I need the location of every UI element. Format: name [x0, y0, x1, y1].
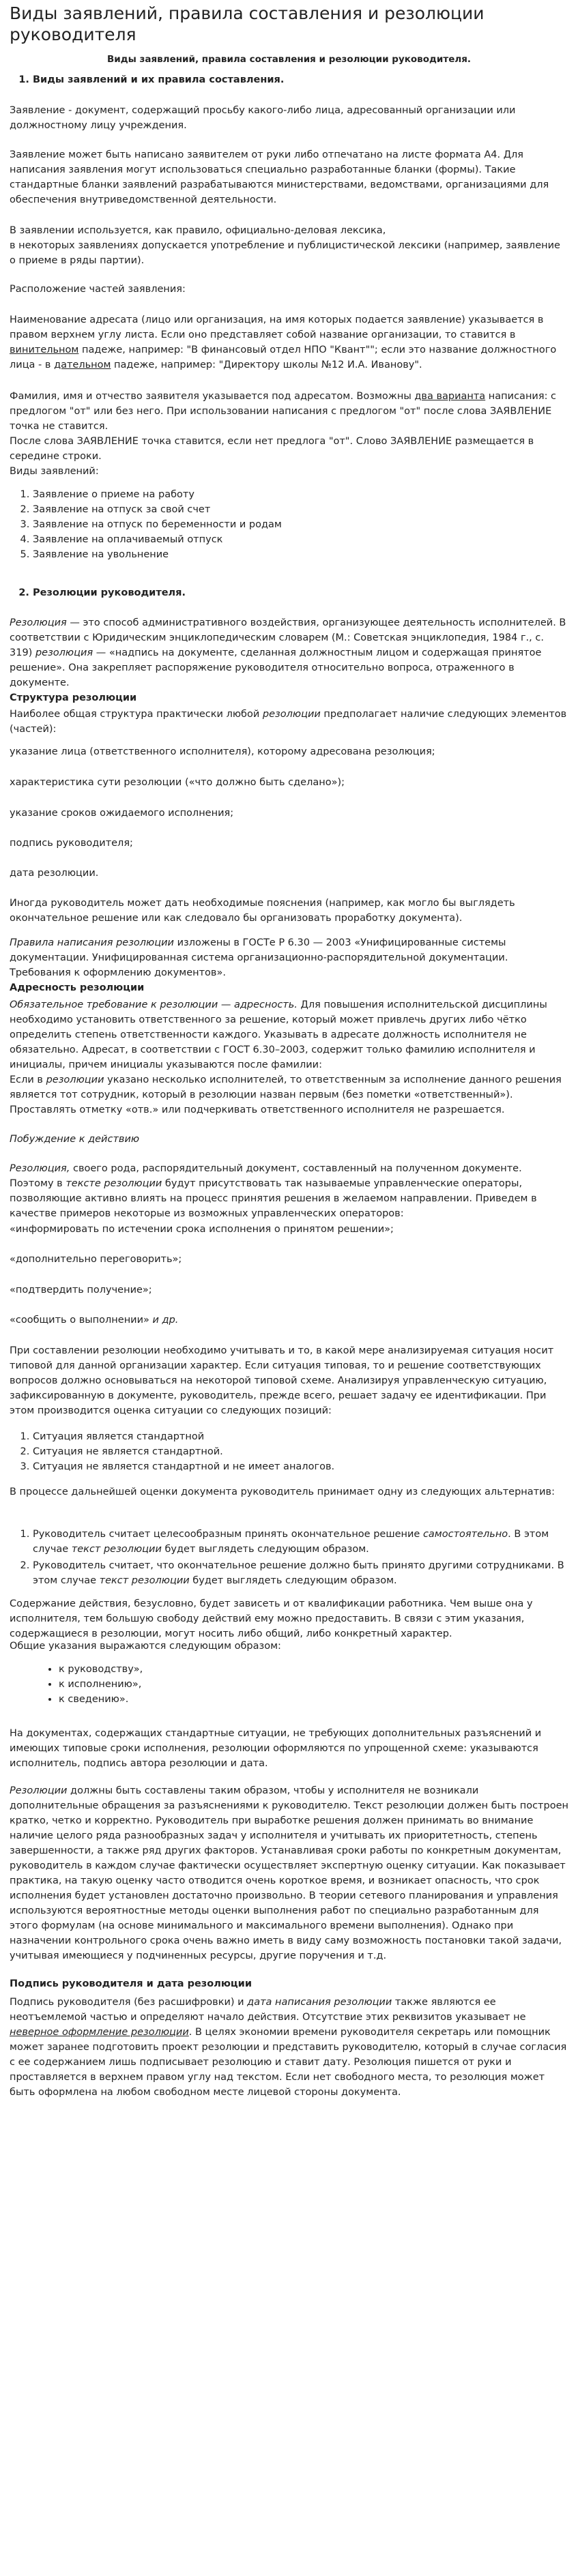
kinds-item: 1. Заявление о приеме на работу: [33, 487, 568, 502]
rules-block: [10, 935, 568, 980]
resolution-def-block: [10, 615, 568, 690]
structure-item-block: [10, 806, 568, 821]
structure-heading: Структура резолюции: [10, 692, 137, 703]
structure-intro-text-2: предполагает наличие следующих элементов (частей):: [10, 709, 567, 735]
accusative-link[interactable]: винительном: [10, 345, 79, 355]
situations-list: [10, 1429, 568, 1474]
resolutions-text: должны быть составлены таким образом, чтобы у исполнителя не возникали дополнительные обращения за разъяснениями к руководителю. Текст резолюции должен быть построен кратко, четко и корректно. Руководитель при выработке решения должен принимать во внимание наличие целого ряда разнообразных задач у исполнителя и учитывать их приоритетность, степень завершенности, а также ряд других факторов. Устанавливая сроки работы по конкретным документам, руководитель в каждом случае фактически осуществляет экспертную оценку ситуации. Как показывает практика, на такую оценку часто отводится очень короткое время, и возникает опасность, что срок исполнения будет установлен достаточно произвольно. В теории сетевого планирования и управления используются вероятностные методы оценки выполнения работ по специально разработанным для этого формулам (на основе минимального и максимального времени выполнения). Однако при назначении контрольного срока очень важно иметь в виду саму возможность постановки такой задачи, учитывая имеющиеся у подчиненных ресурсы, другие поручения и т.д.: [10, 1785, 568, 1961]
resolution-def-text-1: — это способ административного воздействия, организующее деятельность исполнителей. В соответствии с Юридическим энциклопедическим словарем (М.: Советская энциклопедия, 1984 г., с. 319): [10, 617, 566, 658]
resolution-term-2: резолюция: [35, 647, 93, 658]
style-paragraph-2: в некоторых заявлениях допускается употребление и публицистической лексики (например, заявление о приеме в ряды партии).: [10, 240, 560, 266]
structure-item: дата резолюции.: [10, 868, 99, 879]
alternative-1-text-3: будет выглядеть следующим образом.: [161, 1544, 369, 1555]
sign-paragraph: [10, 1995, 568, 2100]
compose-block: [10, 1343, 568, 1418]
action-heading-block: [10, 1132, 568, 1147]
subtitle: Виды заявлений, правила составления и резолюции руководителя.: [106, 54, 472, 65]
subtitle-block: [10, 54, 568, 65]
rules-text: изложены в ГОСТе Р 6.30 — 2003 «Унифицированные системы документации. Унифицированная система организационно-распорядительной документации. Требования к оформлению документов».: [10, 937, 508, 978]
section2-heading: 2. Резолюции руководителя.: [33, 585, 568, 600]
sign-block: [10, 1995, 568, 2100]
dative-link[interactable]: дательном: [54, 360, 111, 370]
structure-intro-text-1: Наиболее общая структура практически любой: [10, 709, 263, 720]
writing-paragraph: Заявление может быть написано заявителем от руки либо отпечатано на листе формата А4. Для написания заявления могут использоваться специально разработанные бланки (формы). Такие стандартные бланки заявлений разрабатываются министерствами, ведомствами, организациями для обеспечения внутриведомственной деятельности.: [10, 149, 549, 205]
structure-item: указание лица (ответственного исполнителя), которому адресована резолюция;: [10, 746, 435, 757]
structure-intro-term: резолюции: [262, 709, 321, 720]
applicant-block: [10, 389, 568, 464]
applicant-paragraph-2: После слова ЗАЯВЛЕНИЕ точка ставится, если нет предлога "от". Слово ЗАЯВЛЕНИЕ размещается в середине строки.: [10, 436, 534, 462]
alternatives-list: [10, 1527, 568, 1588]
general-item: • к руководству»,: [59, 1662, 568, 1677]
resolutions-term: Резолюции: [10, 1785, 68, 1796]
kinds-item: 3. Заявление на отпуск по беременности и родам: [33, 517, 568, 532]
kinds-list: [10, 487, 568, 562]
structure-heading-block: [10, 690, 568, 705]
definition-block: [10, 103, 568, 133]
resolution-def-text-2: — «надпись на документе, сделанная должностным лицом и содержащая принятое решение». Она закрепляет распоряжение руководителя относительно вопроса, отраженного в документе.: [10, 647, 542, 688]
location-block: [10, 282, 568, 297]
addressee-paragraph: [10, 312, 568, 372]
structure-item: характеристика сути резолюции («что должно быть сделано»);: [10, 777, 345, 788]
structure-item-block: [10, 866, 568, 881]
kinds-block: [10, 464, 568, 562]
multiple-executors-text-1: Если в: [10, 1074, 46, 1085]
sign-text-1: Подпись руководителя (без расшифровки) и: [10, 1997, 248, 2008]
structure-item: указание сроков ожидаемого исполнения;: [10, 808, 234, 819]
action-text-2: будут присутствовать так называемые управленческие операторы, позволяющие активно влиять на процесс принятия решения в желаемом направлении. Приведем в качестве примеров некоторые из возможных управленческих операторов:: [10, 1178, 537, 1219]
alternatives-block: [10, 1527, 568, 1588]
action-heading: Побуждение к действию: [10, 1134, 140, 1145]
alternative-2-text-1: Руководитель считает, что окончательное решение должно быть принято другими сотрудниками. В этом случае: [33, 1560, 564, 1586]
multiple-executors-block: [10, 1072, 568, 1117]
resolution-def-paragraph: [10, 615, 568, 690]
alternative-2-text-2: будет выглядеть следующим образом.: [189, 1575, 397, 1586]
situation-item: 1. Ситуация является стандартной: [33, 1429, 568, 1444]
alternative-item: [33, 1527, 568, 1557]
action-term-2: тексте резолюции: [66, 1178, 162, 1189]
general-label: Общие указания выражаются следующим образом:: [10, 1641, 281, 1652]
docs-paragraph: На документах, содержащих стандартные ситуации, не требующих дополнительных разъяснений и имеющих типовые сроки исполнения, резолюции оформляются по упрощенной схеме: указываются исполнитель, подпись автора резолюции и дата.: [10, 1728, 542, 1769]
action-term: Резолюция,: [10, 1163, 70, 1174]
general-block: [10, 1639, 568, 1707]
operator-last-text: «сообщить о выполнении»: [10, 1315, 153, 1326]
address-block: [10, 997, 568, 1072]
applicant-paragraph: [10, 389, 568, 434]
multiple-executors-text-2: указано несколько исполнителей, то ответственным за исполнение данного решения является тот сотрудник, который в резолюции назван первым (без пометки «ответственный»). Проставлять отметку «отв.» или подчеркивать ответственного исполнителя не разрешается.: [10, 1074, 562, 1115]
section1-heading: 1. Виды заявлений и их правила составления.: [33, 72, 568, 87]
docs-block: [10, 1726, 568, 1771]
sign-text-3: . В целях экономии времени руководителя секретарь или помощник может заранее подготовить проект резолюции и представить руководителю, который в случае согласия с ее содержанием лишь подписывает резолюцию и ставит дату. Резолюция пишется от руки и проставляется в верхнем правом углу над текстом. Если нет свободного места, то резолюция может быть оформлена на любом свободном месте лицевой стороны документа.: [10, 2027, 567, 2098]
content-block: [10, 1596, 568, 1641]
kinds-label: Виды заявлений:: [10, 466, 99, 477]
general-item: • к сведению».: [59, 1692, 568, 1707]
definition-paragraph: Заявление - документ, содержащий просьбу какого-либо лица, адресованный организации или должностному лицу учреждения.: [10, 105, 516, 131]
section2: [10, 585, 568, 600]
addressee-text-3: падеже, например: "Директору школы №12 И.А. Иванову".: [111, 360, 422, 370]
structure-intro: [10, 707, 568, 737]
addressee-block: [10, 312, 568, 372]
section2-heading-list: [10, 585, 568, 600]
structure-item-block: [10, 744, 568, 759]
action-paragraph: [10, 1161, 568, 1221]
two-variants-link[interactable]: два варианта: [414, 391, 486, 402]
address-paragraph: [10, 997, 568, 1072]
kinds-item: 4. Заявление на оплачиваемый отпуск: [33, 532, 568, 547]
operator-block: [10, 1283, 568, 1298]
applicant-text-2: написания: с предлогом "от" или без него. При использовании написания с предлогом "от" после слова ЗАЯВЛЕНИЕ точка не ставится.: [10, 391, 557, 432]
applicant-text-1: Фамилия, имя и отчество заявителя указывается под адресатом. Возможны: [10, 391, 415, 402]
alternative-item: [33, 1558, 568, 1588]
resolutions-paragraph: [10, 1783, 568, 1963]
multiple-executors-term: резолюции: [46, 1074, 104, 1085]
explanations-block: [10, 896, 568, 926]
section1-heading-list: [10, 72, 568, 87]
operator-block: [10, 1252, 568, 1267]
rules-term: Правила написания резолюции: [10, 937, 174, 948]
structure-item-block: [10, 836, 568, 851]
structure-item: подпись руководителя;: [10, 838, 133, 849]
compose-paragraph: При составлении резолюции необходимо учитывать и то, в какой мере анализируемая ситуация носит типовой для данной организации характер. Если ситуация типовая, то и решение соответствующих вопросов должно основываться на некоторой типовой схеме. Анализируя управленческую ситуацию, зафиксированную в документе, руководитель, прежде всего, решает задачу ее идентификации. При этом производится оценка ситуации со следующих позиций:: [10, 1345, 554, 1416]
operator-item: «информировать по истечении срока исполнения о принятом решении»;: [10, 1224, 394, 1235]
explanations-paragraph: Иногда руководитель может дать необходимые пояснения (например, как могло бы выглядеть окончательное решение или как следовало бы организовать проработку документа).: [10, 898, 515, 924]
rules-paragraph: [10, 935, 568, 980]
writing-block: [10, 147, 568, 207]
resolution-term: Резолюция: [10, 617, 67, 628]
address-text: Для повышения исполнительской дисциплины необходимо установить ответственного за решение, который может привлечь других либо чётко определить степень ответственности каждого. Указывать в адресате должность исполнителя не обязательно. Адресат, в соответствии с ГОСТ 6.30–2003, содержит только фамилию исполнителя и инициалы, причем инициалы указываются после фамилии:: [10, 999, 547, 1070]
style-block: [10, 223, 568, 268]
address-heading: Адресность резолюции: [10, 982, 145, 993]
operator-item: «подтвердить получение»;: [10, 1285, 152, 1296]
sign-term: дата написания резолюции: [247, 1997, 392, 2008]
section1: [10, 72, 568, 87]
alternative-1-text-1: Руководитель считает целесообразным принять окончательное решение: [33, 1529, 423, 1540]
action-block: [10, 1161, 568, 1221]
situation-item: 3. Ситуация не является стандартной и не имеет аналогов.: [33, 1459, 568, 1474]
resolutions-block: [10, 1783, 568, 1963]
location-paragraph: Расположение частей заявления:: [10, 284, 186, 295]
alternative-2-term: текст резолюции: [99, 1575, 190, 1586]
style-paragraph-1: В заявлении используется, как правило, официально-деловая лексика,: [10, 225, 386, 236]
operator-block: [10, 1222, 568, 1237]
address-term: Обязательное требование к резолюции — адресность.: [10, 999, 298, 1010]
operator-last-etc: и др.: [152, 1315, 179, 1326]
content-paragraph: Содержание действия, безусловно, будет зависеть и от квалификации работника. Чем выше она у исполнителя, тем большую свободу действий ему можно предоставить. В связи с этим указания, содержащиеся в резолюции, могут носить либо общий, либо конкретный характер.: [10, 1598, 533, 1639]
operator-item: [10, 1313, 568, 1328]
incorrect-format-link[interactable]: неверное оформление резолюции: [10, 2027, 189, 2038]
kinds-item: 5. Заявление на увольнение: [33, 547, 568, 562]
kinds-item: 2. Заявление на отпуск за свой счет: [33, 502, 568, 517]
situations-block: [10, 1429, 568, 1474]
general-item: • к исполнению»,: [59, 1677, 568, 1692]
sign-heading-block: [10, 1976, 568, 1991]
address-heading-block: [10, 980, 568, 995]
situation-item: 2. Ситуация не является стандартной.: [33, 1444, 568, 1459]
structure-item-block: [10, 775, 568, 790]
alternative-1-text-2: . В этом случае: [33, 1529, 549, 1555]
general-list: [10, 1662, 568, 1707]
addressee-text-2: падеже, например: "В финансовый отдел НПО "Квант""; если это название должностного лица - в: [10, 345, 557, 370]
multiple-executors-paragraph: [10, 1072, 568, 1117]
action-text-1: своего рода, распорядительный документ, составленный на полученном документе. Поэтому в: [10, 1163, 522, 1189]
process-paragraph: В процессе дальнейшей оценки документа руководитель принимает одну из следующих альтернатив:: [10, 1487, 555, 1497]
process-block: [10, 1484, 568, 1499]
structure-intro-block: [10, 707, 568, 737]
alternative-1-term: самостоятельно: [422, 1529, 508, 1540]
sign-text-2: также являются ее неотъемлемой частью и определяют начало действия. Отсутствие этих реквизитов указывает не: [10, 1997, 526, 2023]
page-title: Виды заявлений, правила составления и резолюции руководителя: [10, 3, 485, 44]
page: [10, 0, 568, 2098]
addressee-text-1: Наименование адресата (лицо или организация, на имя которых подается заявление) указывается в правом верхнем углу листа. Если оно представляет собой название организации, то ставится в: [10, 314, 544, 340]
alternative-1-term-2: текст резолюции: [71, 1544, 162, 1555]
operator-block: [10, 1313, 568, 1328]
operator-item: «дополнительно переговорить»;: [10, 1254, 182, 1265]
sign-heading: Подпись руководителя и дата резолюции: [10, 1978, 252, 1989]
